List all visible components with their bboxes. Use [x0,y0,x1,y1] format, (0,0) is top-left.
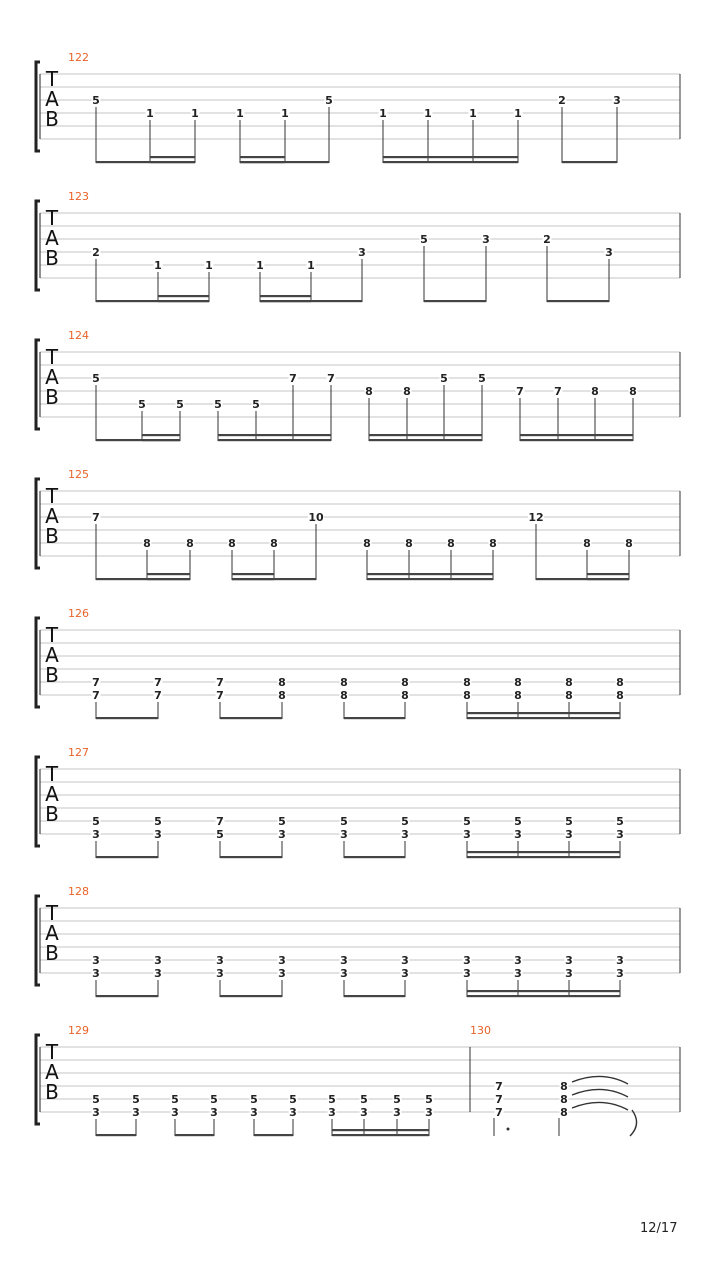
fret-number: 7 [154,676,162,689]
fret-number: 7 [516,385,524,398]
beam [424,300,486,302]
fret-number: 5 [210,1093,218,1106]
fret-number: 3 [401,967,409,980]
beam [150,161,195,163]
fret-number: 1 [154,259,162,272]
fret-number: 8 [629,385,637,398]
system-bracket [36,757,40,846]
fret-number: 3 [616,828,624,841]
fret-number: 5 [420,233,428,246]
page-number: 12/17 [640,1221,678,1236]
fret-number: 8 [616,676,624,689]
fret-number: 8 [560,1080,568,1093]
fret-number: 5 [514,815,522,828]
fret-number: 5 [92,372,100,385]
fret-number: 3 [514,954,522,967]
tab-clef-letter: B [45,107,59,131]
system-bracket [36,618,40,707]
beam [344,856,405,858]
fret-number: 3 [565,954,573,967]
fret-number: 5 [250,1093,258,1106]
fret-number: 7 [216,676,224,689]
beam [369,434,482,436]
fret-number: 3 [360,1106,368,1119]
fret-number: 3 [278,967,286,980]
fret-number: 7 [289,372,297,385]
fret-number: 3 [216,954,224,967]
tab-clef-letter: B [45,941,59,965]
beam [467,717,620,719]
fret-number: 5 [325,94,333,107]
beam [220,717,282,719]
measure-number: 122 [68,51,89,64]
fret-number: 3 [328,1106,336,1119]
fret-number: 1 [469,107,477,120]
fret-number: 2 [543,233,551,246]
fret-number: 8 [489,537,497,550]
fret-number: 3 [616,967,624,980]
fret-number: 1 [424,107,432,120]
beam [96,1134,136,1136]
beam [547,300,609,302]
tab-clef-letter: B [45,663,59,687]
tab-clef-letter: A [45,1060,59,1084]
tab-clef-letter: B [45,524,59,548]
tab-clef-letter: T [45,762,59,786]
fret-number: 3 [289,1106,297,1119]
fret-number: 5 [92,1093,100,1106]
measure-number: 123 [68,190,89,203]
fret-number: 3 [216,967,224,980]
fret-number: 5 [154,815,162,828]
fret-number: 5 [252,398,260,411]
fret-number: 7 [92,676,100,689]
fret-number: 3 [92,1106,100,1119]
beam [467,995,620,997]
fret-number: 8 [143,537,151,550]
fret-number: 8 [278,689,286,702]
beam [147,578,190,580]
fret-number: 3 [616,954,624,967]
measure-number: 124 [68,329,89,342]
fret-number: 7 [495,1080,503,1093]
fret-number: 5 [214,398,222,411]
tab-clef-letter: A [45,782,59,806]
dot [507,1128,510,1131]
fret-number: 3 [463,828,471,841]
beam [344,717,405,719]
beam [232,578,274,580]
beam [467,990,620,992]
fret-number: 1 [307,259,315,272]
beam [467,712,620,714]
fret-number: 1 [191,107,199,120]
fret-number: 3 [278,954,286,967]
fret-number: 5 [171,1093,179,1106]
fret-number: 8 [616,689,624,702]
beam [383,161,518,163]
fret-number: 5 [92,815,100,828]
tab-clef-letter: A [45,226,59,250]
fret-number: 7 [495,1106,503,1119]
fret-number: 8 [514,676,522,689]
beam [240,161,285,163]
fret-number: 3 [613,94,621,107]
tab-clef-letter: B [45,246,59,270]
beam [220,856,282,858]
fret-number: 5 [565,815,573,828]
fret-number: 3 [401,954,409,967]
beam [344,995,405,997]
tab-clef-letter: T [45,1040,59,1064]
beam [467,851,620,853]
tab-clef-letter: T [45,901,59,925]
fret-number: 3 [92,828,100,841]
tab-clef-letter: A [45,643,59,667]
fret-number: 3 [92,967,100,980]
fret-number: 8 [228,537,236,550]
measure-number: 128 [68,885,89,898]
fret-number: 5 [463,815,471,828]
tab-clef-letter: A [45,921,59,945]
beam [332,1134,429,1136]
fret-number: 1 [514,107,522,120]
tie-arc [572,1102,628,1110]
fret-number: 3 [514,967,522,980]
fret-number: 3 [154,967,162,980]
beam [562,161,617,163]
fret-number: 5 [328,1093,336,1106]
fret-number: 3 [605,246,613,259]
beam [220,995,282,997]
fret-number: 3 [340,828,348,841]
fret-number: 8 [363,537,371,550]
fret-number: 3 [401,828,409,841]
fret-number: 5 [289,1093,297,1106]
beam [467,856,620,858]
tie-arc [572,1089,628,1097]
tab-clef-letter: T [45,484,59,508]
tab-clef-letter: T [45,206,59,230]
fret-number: 5 [478,372,486,385]
fret-number: 3 [482,233,490,246]
beam [587,578,629,580]
fret-number: 7 [216,689,224,702]
fret-number: 3 [154,954,162,967]
tab-clef-letter: A [45,365,59,389]
beam [587,573,629,575]
fret-number: 8 [403,385,411,398]
beam [158,295,209,297]
fret-number: 8 [560,1093,568,1106]
tab-clef-letter: B [45,802,59,826]
tie-arc [572,1076,628,1084]
beam [260,300,311,302]
fret-number: 2 [92,246,100,259]
beam [96,856,158,858]
fret-number: 8 [340,676,348,689]
tab-clef-letter: A [45,504,59,528]
measure-number: 129 [68,1024,89,1037]
fret-number: 8 [278,676,286,689]
tie-arc [630,1110,637,1136]
fret-number: 5 [340,815,348,828]
fret-number: 3 [565,967,573,980]
fret-number: 1 [256,259,264,272]
beam [218,434,331,436]
measure-number: 127 [68,746,89,759]
fret-number: 5 [92,94,100,107]
system-bracket [36,1035,40,1124]
fret-number: 3 [132,1106,140,1119]
beam [158,300,209,302]
fret-number: 3 [92,954,100,967]
beam [520,439,633,441]
fret-number: 3 [425,1106,433,1119]
beam [520,434,633,436]
fret-number: 7 [92,511,100,524]
beam [369,439,482,441]
beam [96,717,158,719]
beam [150,156,195,158]
fret-number: 5 [425,1093,433,1106]
fret-number: 1 [281,107,289,120]
fret-number: 3 [393,1106,401,1119]
fret-number: 8 [405,537,413,550]
fret-number: 5 [360,1093,368,1106]
fret-number: 8 [463,676,471,689]
fret-number: 3 [278,828,286,841]
beam [218,439,331,441]
measure-number: 126 [68,607,89,620]
fret-number: 7 [154,689,162,702]
fret-number: 8 [560,1106,568,1119]
fret-number: 3 [358,246,366,259]
tab-clef-letter: T [45,345,59,369]
tab-clef-letter: B [45,385,59,409]
beam [142,439,180,441]
fret-number: 1 [236,107,244,120]
fret-number: 3 [514,828,522,841]
beam [367,573,493,575]
fret-number: 8 [365,385,373,398]
fret-number: 8 [447,537,455,550]
fret-number: 5 [393,1093,401,1106]
beam [96,995,158,997]
fret-number: 3 [171,1106,179,1119]
fret-number: 3 [463,954,471,967]
beam [147,573,190,575]
fret-number: 8 [270,537,278,550]
fret-number: 7 [92,689,100,702]
system-bracket [36,896,40,985]
fret-number: 8 [463,689,471,702]
fret-number: 7 [327,372,335,385]
fret-number: 8 [565,676,573,689]
fret-number: 5 [278,815,286,828]
fret-number: 3 [250,1106,258,1119]
fret-number: 2 [558,94,566,107]
fret-number: 5 [216,828,224,841]
measure-number: 130 [470,1024,491,1037]
fret-number: 7 [216,815,224,828]
fret-number: 5 [132,1093,140,1106]
fret-number: 10 [308,511,324,524]
fret-number: 1 [379,107,387,120]
fret-number: 8 [583,537,591,550]
fret-number: 8 [340,689,348,702]
fret-number: 8 [565,689,573,702]
tab-clef-letter: B [45,1080,59,1104]
fret-number: 5 [401,815,409,828]
beam [254,1134,293,1136]
beam [383,156,518,158]
measure-number: 125 [68,468,89,481]
fret-number: 3 [210,1106,218,1119]
beam [240,156,285,158]
fret-number: 8 [625,537,633,550]
fret-number: 5 [616,815,624,828]
system-bracket [36,479,40,568]
fret-number: 8 [591,385,599,398]
beam [367,578,493,580]
fret-number: 8 [186,537,194,550]
fret-number: 3 [340,967,348,980]
fret-number: 5 [440,372,448,385]
beam [142,434,180,436]
fret-number: 8 [401,676,409,689]
fret-number: 3 [565,828,573,841]
system-bracket [36,201,40,290]
fret-number: 7 [495,1093,503,1106]
system-bracket [36,62,40,151]
tab-clef-letter: A [45,87,59,111]
fret-number: 8 [514,689,522,702]
fret-number: 3 [340,954,348,967]
fret-number: 8 [401,689,409,702]
fret-number: 1 [205,259,213,272]
fret-number: 3 [154,828,162,841]
fret-number: 5 [138,398,146,411]
beam [260,295,311,297]
system-bracket [36,340,40,429]
beam [332,1129,429,1131]
fret-number: 12 [528,511,544,524]
beam [232,573,274,575]
beam [175,1134,214,1136]
fret-number: 1 [146,107,154,120]
fret-number: 5 [176,398,184,411]
fret-number: 3 [463,967,471,980]
tab-clef-letter: T [45,67,59,91]
fret-number: 7 [554,385,562,398]
tab-clef-letter: T [45,623,59,647]
